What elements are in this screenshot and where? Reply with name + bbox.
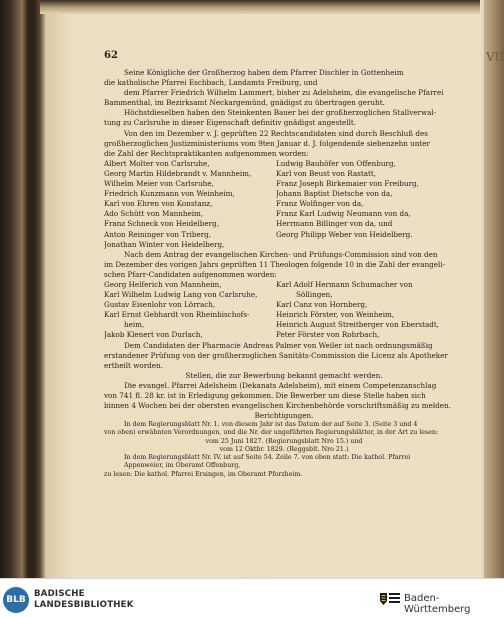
document-page <box>104 68 464 479</box>
section-heading-vacancies: Stellen, die zur Bewerbung bekannt gemacht werden. <box>185 370 383 380</box>
library-name[interactable] <box>34 589 134 611</box>
candidate-name: Franz Joseph Birkemaier von Freiburg, <box>276 179 419 189</box>
candidate-name: Karl von Ehren von Konstanz, <box>104 199 213 209</box>
library-name-line1: BADISCHE <box>34 589 85 599</box>
candidate-name: Söllingen, <box>296 290 333 300</box>
page-number: 62 <box>104 50 118 61</box>
candidate-name: Franz Schneck von Heidelberg, <box>104 219 219 229</box>
candidate-name: Ludwig Bauhöfer von Offenburg, <box>276 158 396 168</box>
candidate-name: Peter Förster von Rohrbach, <box>276 330 380 340</box>
text-line: Die evangel. Pfarrei Adelsheim (Dekanats Adelsheim), mit einem Competenzanschlag <box>124 380 437 390</box>
text-line: Nach dem Antrag der evangelischen Kirchen- und Prüfungs-Commission sind von den <box>124 249 438 259</box>
state-name[interactable]: Baden-Württemberg <box>404 593 471 615</box>
candidate-name: Franz Karl Ludwig Neumann von da, <box>276 209 411 219</box>
candidate-name: Georg Martin Hildebrandt v. Mannheim, <box>104 168 252 178</box>
candidate-name: Ado Schütt von Mannheim, <box>104 209 204 219</box>
candidate-name: Karl Wilhelm Ludwig Lang von Carlsruhe, <box>104 290 258 300</box>
section-heading-corrections: Berichtigungen. <box>254 411 314 421</box>
text-line: Von den im Dezember v. J. geprüften 22 Rechtscandidaten sind durch Beschluß des <box>124 128 428 138</box>
candidate-name: Karl von Beust von Rastatt, <box>276 168 377 178</box>
candidate-name: Heinrich August Streitberger von Eberstadt, <box>276 320 440 330</box>
text-line: tung zu Carlsruhe in dieser Eigenschaft definitiv gnädigst angestellt. <box>104 118 357 128</box>
text-line: von oben) erwähnten Verordnungen, und die Nr. der ungeführten Regierungsblätter, in der Art zu lesen: <box>104 429 439 437</box>
text-line: Bammenthal, im Bezirksamt Neckargemünd, gnädigst zu übertragen geruht. <box>104 98 385 108</box>
candidate-name: Karl Ernst Gebhardt von Rheinbischofs- <box>104 310 250 320</box>
candidate-name: Johann Baptist Dietsche von da, <box>276 189 393 199</box>
candidate-name: Herrmann Billinger von da, und <box>276 219 393 229</box>
text-line: Dem Candidaten der Pharmacie Andreas Palmer von Weiler ist nach ordnungsmäßig <box>124 340 433 350</box>
blb-logo-icon[interactable]: BLB <box>3 587 29 613</box>
candidate-name: heim, <box>124 320 145 330</box>
library-name-line2: LANDESBIBLIOTHEK <box>34 600 134 610</box>
text-line: Höchstdieselben haben den Steinkenten Bauer bei der großherzoglichen Stallverwal- <box>124 108 437 118</box>
candidate-name: Friedrich Kunzmann von Weinheim, <box>104 189 235 199</box>
text-line: Appenweier, im Oberamt Offenburg, <box>124 462 241 470</box>
text-line: ertheilt worden. <box>104 360 163 370</box>
text-line: erstandener Prüfung von der großherzoglichen Sanitäts-Commission die Licenz als Apotheker <box>104 350 448 360</box>
page-top-edge <box>40 0 480 14</box>
baden-wuerttemberg-crest-icon <box>378 589 402 609</box>
facing-page-edge <box>484 0 504 578</box>
candidate-name: Georg Helferich von Mannheim, <box>104 279 222 289</box>
candidate-name: Gustav Eisenlohr von Lörrach, <box>104 300 216 310</box>
text-line: die Zahl der Rechtspraktikanten aufgenommen worden: <box>104 148 309 158</box>
text-line: vom 12 Oktbr. 1829. (Reggsblt. Nro 21.) <box>219 445 349 453</box>
candidate-name: Jakob Klenert von Durlach, <box>104 330 203 340</box>
candidate-name: Karl Adolf Hermann Schumacher von <box>276 279 413 289</box>
text-line: In dem Regierungsblatt Nr. IV. ist auf Seite 54. Zeile 7. von oben statt: Die kathol. Pfarrei <box>124 454 411 462</box>
candidate-name: Anton Reininger von Triberg, <box>104 229 212 239</box>
text-line: vom 25 Juni 1827. (Regierungsblatt Nro 15.) und <box>205 437 363 445</box>
text-line: von 741 fl. 28 kr. ist in Erledigung gekommen. Die Bewerber um diese Stelle haben sich <box>104 391 426 400</box>
footer-bar <box>0 578 504 618</box>
text-line: die katholische Pfarrei Eschbach, Landamts Freiburg, und <box>104 78 318 88</box>
text-line: Seine Königliche der Großherzog haben dem Pfarrer Dischler in Gottenheim <box>124 68 404 77</box>
candidate-name: Heinrich Förster, von Weinheim, <box>276 310 395 320</box>
text-line: zu lesen: Die kathol. Pfarrei Ersingen, im Oberamt Pforzheim. <box>104 470 303 478</box>
candidate-name: Jonathan Winter von Heidelberg, <box>104 239 225 249</box>
candidate-name: Karl Canz von Hornberg, <box>276 300 368 310</box>
text-line: großherzoglichen Justizministeriums vom 9ten Januar d. J. folgendende siebenzehn unter <box>104 138 430 148</box>
candidate-name: Georg Philipp Weber von Heidelberg. <box>276 229 413 239</box>
text-line: In dem Regierungsblatt Nr. 1. von diesem Jahr ist das Datum der auf Seite 3. (Seite 3 und 4 <box>124 421 418 429</box>
text-line: binnen 4 Wochen bei der obersten evangelischen Kirchenbehörde vorschriftsmäßig zu melden. <box>104 401 451 411</box>
candidate-name: Albert Molter von Carlsruhe, <box>104 158 210 168</box>
facing-page-mark: VII <box>486 50 504 64</box>
candidate-name: Franz Wolfinger von da, <box>276 199 364 209</box>
text-line: schen Pfarr-Candidaten aufgenommen worden: <box>104 269 277 279</box>
text-line: dem Pfarrer Friedrich Wilhelm Lammert, bisher zu Adelsheim, die evangelische Pfarrei <box>124 88 444 98</box>
text-line: im Dezember des vorigen Jahrs geprüften 11 Theologen folgende 10 in die Zahl der evangeli- <box>104 259 445 269</box>
candidate-name: Wilhelm Meier von Carlsruhe, <box>104 179 214 189</box>
law-candidates-list <box>104 159 464 250</box>
theology-candidates-list <box>104 280 464 341</box>
